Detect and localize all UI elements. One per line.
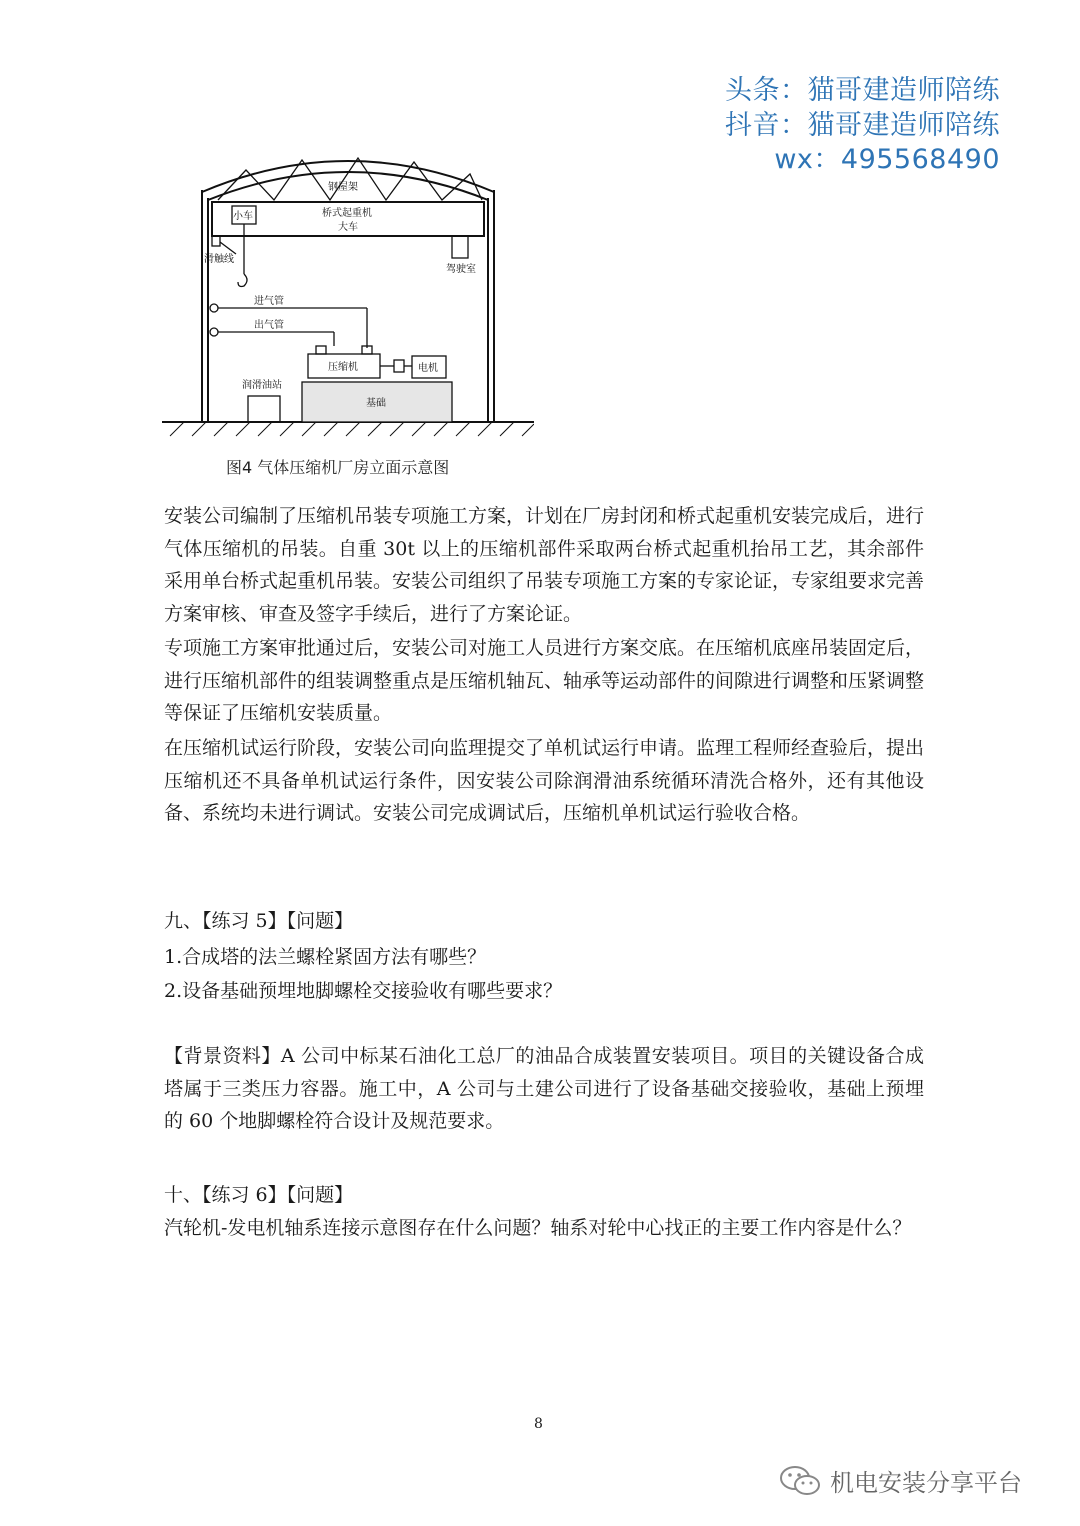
label-foundation: 基础 [366,398,386,409]
header-line-toutiao: 头条：猫哥建造师陪练 [725,75,1000,106]
label-bridge-crane: 桥式起重机 [322,208,372,219]
lube-station-box [248,396,280,422]
header-line-wechat: wx：495568490 [774,144,1000,175]
question-3: 汽轮机-发电机轴系连接示意图存在什么问题？轴系对轮中心找正的主要工作内容是什么？ [164,1217,912,1239]
watermark [778,1463,1022,1498]
label-compressor: 压缩机 [328,362,358,373]
header-line-douyin: 抖音：猫哥建造师陪练 [725,110,1000,141]
label-trolley-wire: 滑触线 [204,254,234,265]
paragraph-plan-disclosure: 专项施工方案审批通过后，安装公司对施工人员进行方案交底。在压缩机底座吊装固定后，进行压缩机部件的组装调整重点是压缩机轴瓦、轴承等运动部件的间隙进行调整和压紧调整等保证了压缩机安装质量。 [164,637,925,725]
label-lube-station: 润滑油站 [242,380,282,391]
page-number: 8 [534,1416,543,1432]
paragraph-lifting-plan: 安装公司编制了压缩机吊装专项施工方案，计划在厂房封闭和桥式起重机安装完成后，进行气体压缩机的吊装。自重 30t 以上的压缩机部件采取两台桥式起重机抬吊工艺，其余部件采用单台桥式起重机吊装。安装公司组织了吊装专项施工方案的专家论证，专家组要求完善方案审核、审查及签字手续后，进行了方案论证。 [164,505,925,625]
label-motor: 电机 [418,363,438,374]
compressor-building-elevation-diagram [162,150,534,450]
label-roof-truss: 钢屋架 [328,182,358,193]
section-10-title: 十、【练习 6】【问题】 [164,1184,354,1206]
label-cab: 驾驶室 [446,264,476,275]
label-trolley: 小车 [233,211,253,222]
figure-caption: 图4 气体压缩机厂房立面示意图 [226,458,450,477]
label-main-girder: 大车 [338,222,358,233]
watermark-text: 机电安装分享平台 [830,1469,1022,1497]
cab [452,236,468,258]
paragraph-trial-run: 在压缩机试运行阶段，安装公司向监理提交了单机试运行申请。监理工程师经查验后，提出压缩机还不具备单机试运行条件，因安装公司除润滑油系统循环清洗合格外，还有其他设备、系统均未进行调试。安装公司完成调试后，压缩机单机试运行验收合格。 [164,737,925,825]
roof-truss [218,158,482,200]
label-inlet-pipe: 进气管 [254,296,284,307]
question-1: 1.合成塔的法兰螺栓紧固方法有哪些？ [164,946,487,968]
label-outlet-pipe: 出气管 [254,320,284,331]
crane-hook [238,274,247,287]
question-2: 2.设备基础预埋地脚螺栓交接验收有哪些要求？ [164,980,563,1002]
background-material: 【背景资料】A 公司中标某石油化工总厂的油品合成装置安装项目。项目的关键设备合成塔属于三类压力容器。施工中，A 公司与土建公司进行了设备基础交接验收，基础上预埋的 60 个地脚螺栓符合设计及规范要求。 [164,1045,924,1133]
wechat-icon [778,1464,824,1498]
section-9-title: 九、【练习 5】【问题】 [164,910,354,932]
